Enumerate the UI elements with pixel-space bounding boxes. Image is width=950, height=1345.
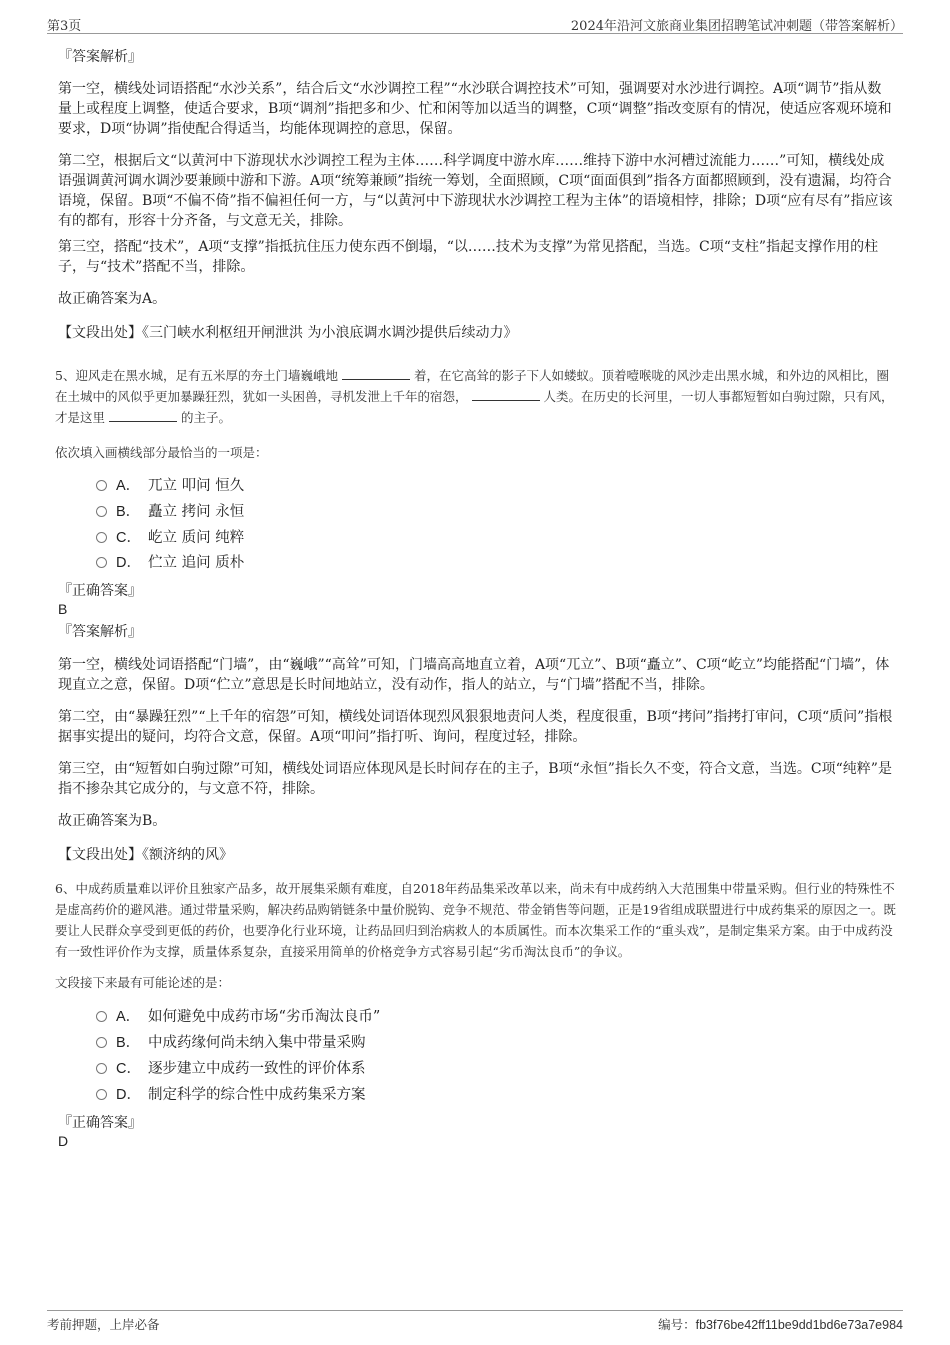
- q5-option-b[interactable]: B． 矗立 拷问 永恒: [96, 501, 244, 523]
- q4-analysis-label: 『答案解析』: [58, 49, 142, 65]
- q6-answer-label: 『正确答案』: [58, 1115, 142, 1131]
- radio-icon[interactable]: [96, 532, 107, 543]
- radio-icon[interactable]: [96, 1037, 107, 1048]
- document-title: 2024年沿河文旅商业集团招聘笔试冲刺题（带答案解析）: [570, 19, 903, 34]
- footer-slogan: 考前押题，上岸必备: [47, 1317, 160, 1332]
- q6-option-b[interactable]: B． 中成药缘何尚未纳入集中带量采购: [96, 1032, 366, 1054]
- radio-icon[interactable]: [96, 506, 107, 517]
- q5-analysis-p1: 第一空，横线处词语搭配“门墙”，由“巍峨”“高耸”可知，门墙高高地直立着，A项“兀立”、B项“矗立”、C项“屹立”均能搭配“门墙”，体现直立之意，保留。D项“伫立”意思是长时间地站立，没有动作，指人的站立，与“门墙”搭配不当，排除。: [58, 657, 890, 693]
- q5-blank-1: [342, 367, 410, 380]
- q4-analysis-p2: 第二空，根据后文“以黄河中下游现状水沙调控工程为主体……科学调度中游水库……维持下游中水河槽过流能力……”可知，横线处成语强调黄河调水调沙要兼顾中游和下游。A项“统筹兼顾”指统一筹划，全面照顾，C项“面面俱到”指各方面都照顾到，没有遗漏，均符合语境，保留。B项“不偏不倚”指不偏袒任何一方，与“以黄河中下游现状水沙调控工程为主体”的语境相悖，排除；D项“应有尽有”指应该有的都有，形容十分齐备，与文意无关，排除。: [58, 153, 893, 229]
- radio-icon[interactable]: [96, 1011, 107, 1022]
- radio-icon[interactable]: [96, 557, 107, 568]
- q4-conclusion: 故正确答案为A。: [58, 291, 167, 307]
- q6-stem: 6、中成药质量难以评价且独家产品多，故开展集采颇有难度，自2018年药品集采改革以来，尚未有中成药纳入大范围集中带量采购。但行业的特殊性不是虚高药价的避风港。通过带量采购，解决药品购销链条中量价脱钩、竞争不规范、带金销售等问题，正是19省组成联盟进行中成药集采的原因之一。既要让人民群众享受到更低的药价，也要净化行业环境，让药品回归到治病救人的本质属性。而本次集采工作的“重头戏”，是制定集采方案。由于中成药没有一致性评价作为支撑，质量体系复杂，直接采用简单的价格竞争方式容易引起“劣币淘汰良币”的争议。: [55, 881, 896, 959]
- q5-stem: 5、迎风走在黑水城，足有五米厚的夯土门墙巍峨地 着，在它高耸的影子下人如蝼蚁。顶着噎喉咙的风沙走出黑水城，和外边的风相比，圈在土城中的风似乎更加暴躁狂烈，犹如一头困兽，寻机发泄上千年的宿怨， 人类。在历史的长河里，一切人事都短暂如白驹过隙，只有风，才是这里 的主子。: [55, 368, 894, 425]
- q5-source: 【文段出处】《额济纳的风》: [58, 847, 233, 863]
- q5-analysis-p3: 第三空，由“短暂如白驹过隙”可知，横线处词语应体现风是长时间存在的主子，B项“永恒”指长久不变，符合文意，当选。C项“纯粹”是指不掺杂其它成分的，与文意不符，排除。: [58, 761, 892, 797]
- page-header: [47, 13, 903, 34]
- q5-analysis-label: 『答案解析』: [58, 624, 142, 640]
- q5-answer: B: [58, 601, 68, 617]
- footer-code: 编号：fb3f76be42ff11be9dd1bd6e73a7e984: [658, 1317, 903, 1332]
- q5-option-a[interactable]: A． 兀立 叩问 恒久: [96, 475, 244, 497]
- q4-analysis-p1: 第一空，横线处词语搭配“水沙关系”，结合后文“水沙调控工程”“水沙联合调控技术”可知，强调要对水沙进行调控。A项“调节”指从数量上或程度上调整，使适合要求，B项“调剂”指把多和少、忙和闲等加以适当的调整，C项“调整”指改变原有的情况，使适应客观环境和要求，D项“协调”指使配合得适当，均能体现调控的意思，保留。: [58, 81, 892, 137]
- q6-instruction: 文段接下来最有可能论述的是：: [55, 975, 231, 990]
- radio-icon[interactable]: [96, 480, 107, 491]
- q4-analysis-p3: 第三空，搭配“技术”，A项“支撑”指抵抗住压力使东西不倒塌，“以……技术为支撑”为常见搭配，当选。C项“支柱”指起支撑作用的柱子，与“技术”搭配不当，排除。: [58, 239, 879, 275]
- q5-analysis-p2: 第二空，由“暴躁狂烈”“上千年的宿怨”可知，横线处词语体现烈风狠狠地责问人类，程度很重，B项“拷问”指拷打审问，C项“质问”指根据事实提出的疑问，均符合文意，保留。A项“叩问”指打听、询问，程度过轻，排除。: [58, 709, 893, 745]
- q5-instruction: 依次填入画横线部分最恰当的一项是：: [55, 445, 268, 460]
- q5-blank-2: [472, 388, 540, 401]
- q6-option-d[interactable]: D． 制定科学的综合性中成药集采方案: [96, 1084, 366, 1106]
- page-footer: [47, 1310, 903, 1333]
- q4-source: 【文段出处】《三门峡水利枢纽开闸泄洪 为小浪底调水调沙提供后续动力》: [58, 325, 518, 341]
- radio-icon[interactable]: [96, 1063, 107, 1074]
- page-number: 第3页: [47, 19, 82, 34]
- q5-blank-3: [109, 409, 177, 422]
- q6-option-c[interactable]: C． 逐步建立中成药一致性的评价体系: [96, 1058, 366, 1080]
- q5-conclusion: 故正确答案为B。: [58, 813, 167, 829]
- q5-option-c[interactable]: C． 屹立 质问 纯粹: [96, 527, 244, 549]
- radio-icon[interactable]: [96, 1089, 107, 1100]
- q5-option-d[interactable]: D． 伫立 追问 质朴: [96, 552, 244, 574]
- q6-answer: D: [58, 1133, 69, 1149]
- q6-option-a[interactable]: A． 如何避免中成药市场“劣币淘汰良币”: [96, 1006, 380, 1028]
- q5-answer-label: 『正确答案』: [58, 583, 142, 599]
